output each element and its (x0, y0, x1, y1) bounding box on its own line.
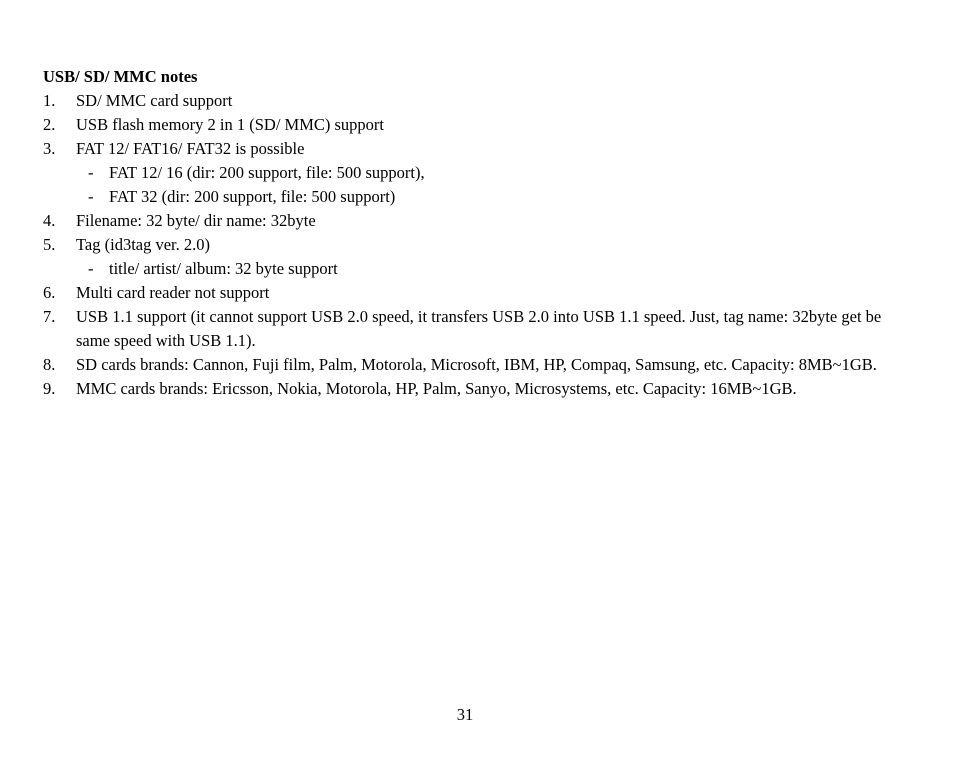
list-item-8 (43, 353, 893, 377)
item-number: 9. (43, 379, 56, 398)
sub-item (76, 161, 893, 185)
list-item-3 (43, 137, 893, 209)
item-text: SD cards brands: Cannon, Fuji film, Palm, Motorola, Microsoft, IBM, HP, Compaq, Samsung, etc. Capacity: 8MB~1GB. (76, 355, 877, 374)
sub-list (76, 257, 893, 281)
list-item-5 (43, 233, 893, 281)
item-number: 7. (43, 307, 56, 326)
item-text: USB 1.1 support (it cannot support USB 2.0 speed, it transfers USB 2.0 into USB 1.1 speed. Just, tag name: 32byte get be same speed with USB 1.1). (76, 307, 882, 350)
dash-marker: - (88, 259, 94, 278)
item-text: SD/ MMC card support (76, 91, 233, 110)
list-item-6 (43, 281, 893, 305)
page-number: 31 (456, 705, 474, 724)
item-text: Tag (id3tag ver. 2.0) (76, 235, 211, 254)
notes-section (43, 65, 893, 401)
dash-marker: - (88, 187, 94, 206)
sub-list (76, 161, 893, 209)
list-item-1 (43, 89, 893, 113)
list-item-4 (43, 209, 893, 233)
item-text: FAT 12/ FAT16/ FAT32 is possible (76, 139, 305, 158)
item-number: 3. (43, 139, 56, 158)
item-number: 1. (43, 91, 56, 110)
list-item-7 (43, 305, 893, 353)
item-number: 5. (43, 235, 56, 254)
dash-marker: - (88, 163, 94, 182)
sub-item-text: FAT 32 (dir: 200 support, file: 500 support) (109, 187, 396, 206)
section-heading: USB/ SD/ MMC notes (43, 67, 198, 86)
item-number: 4. (43, 211, 56, 230)
list-item-9 (43, 377, 893, 401)
item-number: 8. (43, 355, 56, 374)
item-text: USB flash memory 2 in 1 (SD/ MMC) support (76, 115, 385, 134)
item-text: Multi card reader not support (76, 283, 270, 302)
item-text: MMC cards brands: Ericsson, Nokia, Motorola, HP, Palm, Sanyo, Microsystems, etc. Capacity: 16MB~1GB. (76, 379, 797, 398)
list-item-2 (43, 113, 893, 137)
item-number: 6. (43, 283, 56, 302)
sub-item (76, 185, 893, 209)
sub-item (76, 257, 893, 281)
sub-item-text: FAT 12/ 16 (dir: 200 support, file: 500 support), (109, 163, 425, 182)
sub-item-text: title/ artist/ album: 32 byte support (109, 259, 338, 278)
item-text: Filename: 32 byte/ dir name: 32byte (76, 211, 316, 230)
notes-list (43, 89, 893, 401)
item-number: 2. (43, 115, 56, 134)
